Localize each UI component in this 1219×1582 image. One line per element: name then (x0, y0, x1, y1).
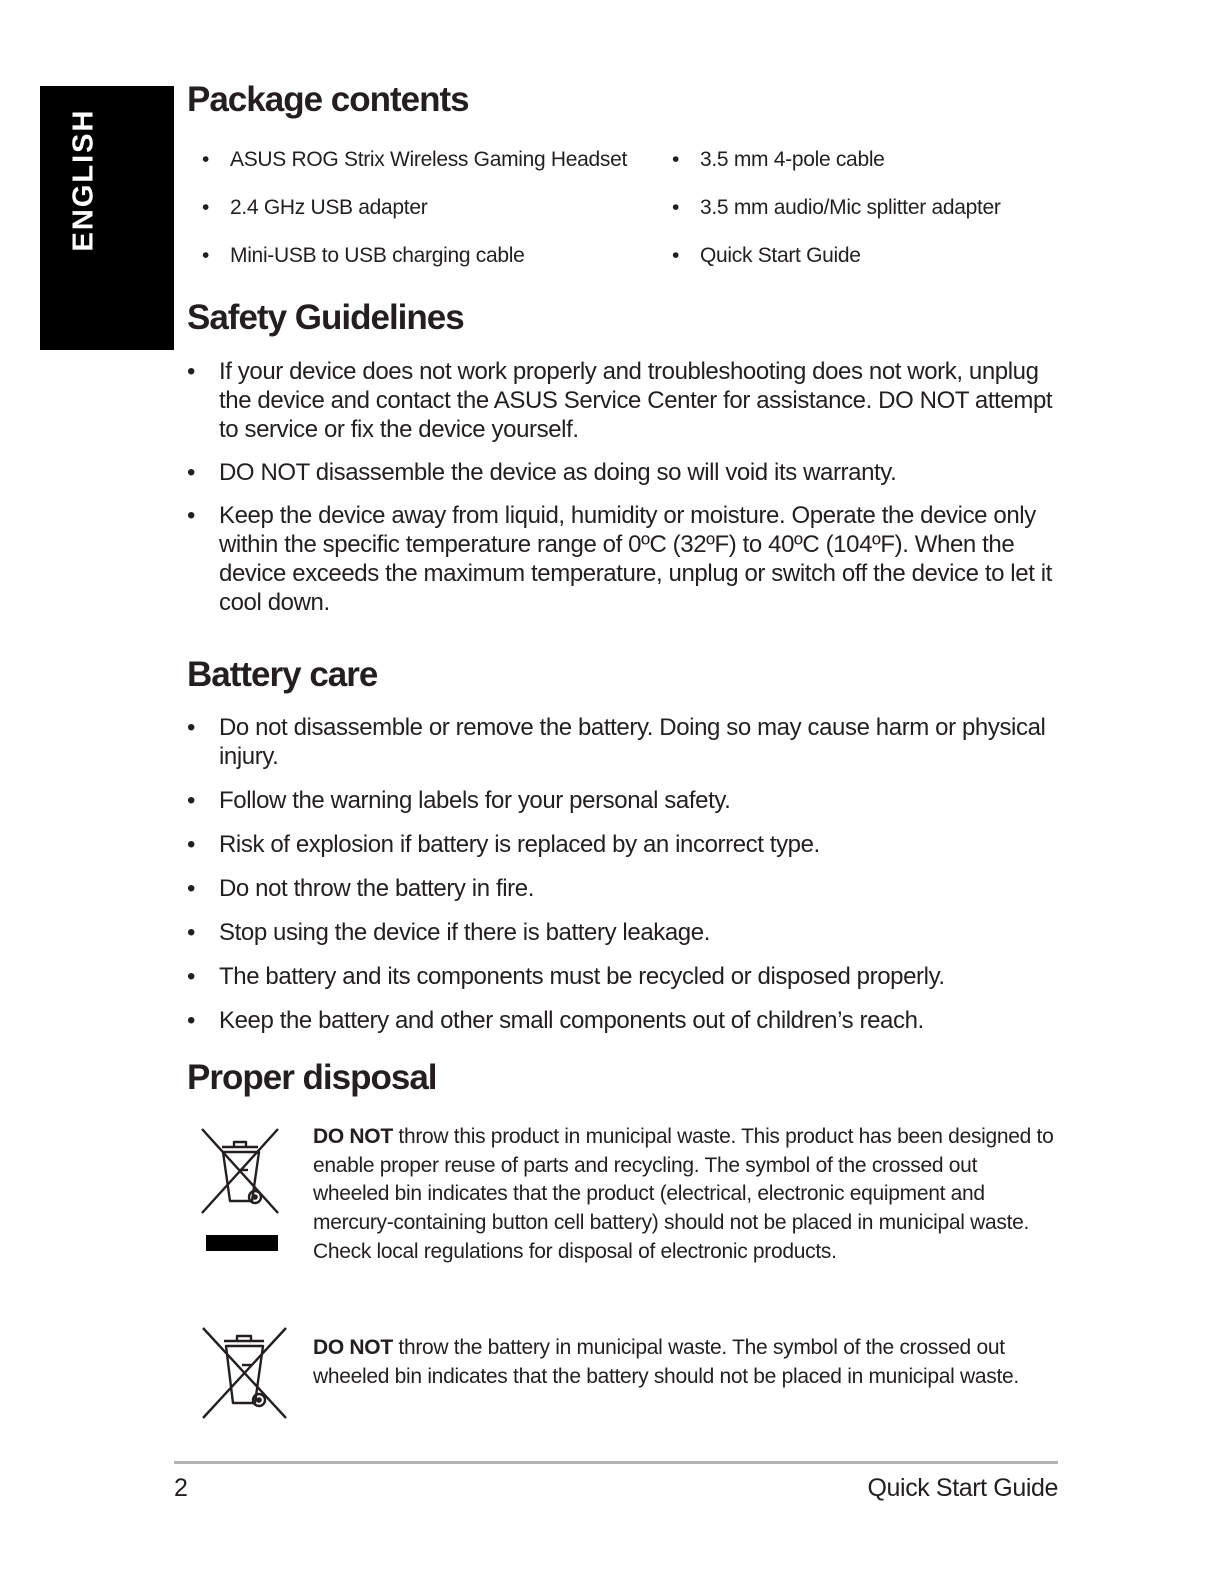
bullet: • (202, 196, 210, 219)
package-item-label: 3.5 mm audio/Mic splitter adapter (700, 196, 1001, 219)
bullet: • (187, 502, 196, 529)
do-not-emphasis: DO NOT (313, 1125, 393, 1148)
list-item (187, 458, 1067, 487)
proper-disposal-heading: Proper disposal (187, 1058, 437, 1097)
list-item (187, 962, 1067, 991)
bullet: • (187, 963, 196, 990)
package-item-label: 3.5 mm 4-pole cable (700, 148, 885, 171)
list-item (187, 357, 1067, 444)
crossed-out-wheeled-bin-with-bar-icon (200, 1125, 282, 1255)
bullet: • (187, 1007, 196, 1034)
battery-disposal-body: throw the battery in municipal waste. The symbol of the crossed out wheeled bin indicates that the battery should not be placed in municipal waste. (313, 1336, 1019, 1388)
package-contents-heading: Package contents (187, 80, 469, 119)
package-item (672, 244, 861, 268)
bullet: • (187, 787, 196, 814)
list-item (187, 874, 1067, 903)
list-item (187, 713, 1067, 771)
language-tab-label: ENGLISH (67, 108, 100, 252)
package-item (202, 244, 525, 268)
list-item-text: DO NOT disassemble the device as doing so will void its warranty. (219, 459, 897, 486)
package-item-label: Quick Start Guide (700, 244, 861, 267)
list-item-text: Do not disassemble or remove the battery. Doing so may cause harm or physical injury. (219, 714, 1046, 770)
package-item (202, 196, 428, 220)
page-number: 2 (174, 1474, 188, 1502)
product-disposal-body: throw this product in municipal waste. This product has been designed to enable proper reuse of parts and recycling. The symbol of the crossed out wheeled bin indicates that the product (electrical, electronic equipment and mercury-containing button cell battery) should not be placed in municipal waste. Check local regulations for disposal of electronic products. (313, 1125, 1054, 1263)
list-item-text: Follow the warning labels for your personal safety. (219, 787, 731, 814)
language-tab (40, 86, 174, 350)
package-item-label: ASUS ROG Strix Wireless Gaming Headset (230, 148, 628, 171)
package-item (672, 196, 1001, 220)
bullet: • (672, 244, 680, 267)
list-item (187, 1006, 1067, 1035)
list-item-text: Stop using the device if there is battery leakage. (219, 919, 710, 946)
package-item-label: Mini-USB to USB charging cable (230, 244, 525, 267)
footer-divider (174, 1461, 1058, 1464)
package-item-label: 2.4 GHz USB adapter (230, 196, 428, 219)
bullet: • (202, 244, 210, 267)
safety-guidelines-heading: Safety Guidelines (187, 298, 464, 337)
battery-disposal-text (313, 1334, 1058, 1391)
list-item (187, 786, 1067, 815)
package-item (672, 148, 885, 172)
bullet: • (187, 459, 196, 486)
list-item-text: Keep the device away from liquid, humidity or moisture. Operate the device only within the specific temperature range of 0ºC (32ºF) to 40ºC (104ºF). When the device exceeds the maximum temperature, unplug or switch off the device to let it cool down. (219, 502, 1052, 616)
list-item-text: If your device does not work properly and troubleshooting does not work, unplug the device and contact the ASUS Service Center for assistance. DO NOT attempt to service or fix the device yourself. (219, 358, 1053, 443)
bullet: • (187, 358, 196, 385)
list-item (187, 501, 1067, 617)
bullet: • (202, 148, 210, 171)
list-item (187, 918, 1067, 947)
list-item-text: The battery and its components must be recycled or disposed properly. (219, 963, 945, 990)
battery-list (187, 713, 1067, 1035)
crossed-out-wheeled-bin-icon (200, 1325, 290, 1421)
battery-care-heading: Battery care (187, 655, 378, 694)
bullet: • (187, 919, 196, 946)
list-item-text: Do not throw the battery in fire. (219, 875, 534, 902)
bullet: • (187, 875, 196, 902)
bullet: • (187, 714, 196, 741)
bullet: • (672, 148, 680, 171)
do-not-emphasis: DO NOT (313, 1336, 393, 1359)
safety-list (187, 357, 1067, 617)
list-item-text: Keep the battery and other small components out of children’s reach. (219, 1007, 924, 1034)
product-disposal-text (313, 1123, 1058, 1267)
package-item (202, 148, 628, 172)
list-item-text: Risk of explosion if battery is replaced by an incorrect type. (219, 831, 820, 858)
footer-title: Quick Start Guide (867, 1474, 1058, 1502)
list-item (187, 830, 1067, 859)
bullet: • (672, 196, 680, 219)
bullet: • (187, 831, 196, 858)
